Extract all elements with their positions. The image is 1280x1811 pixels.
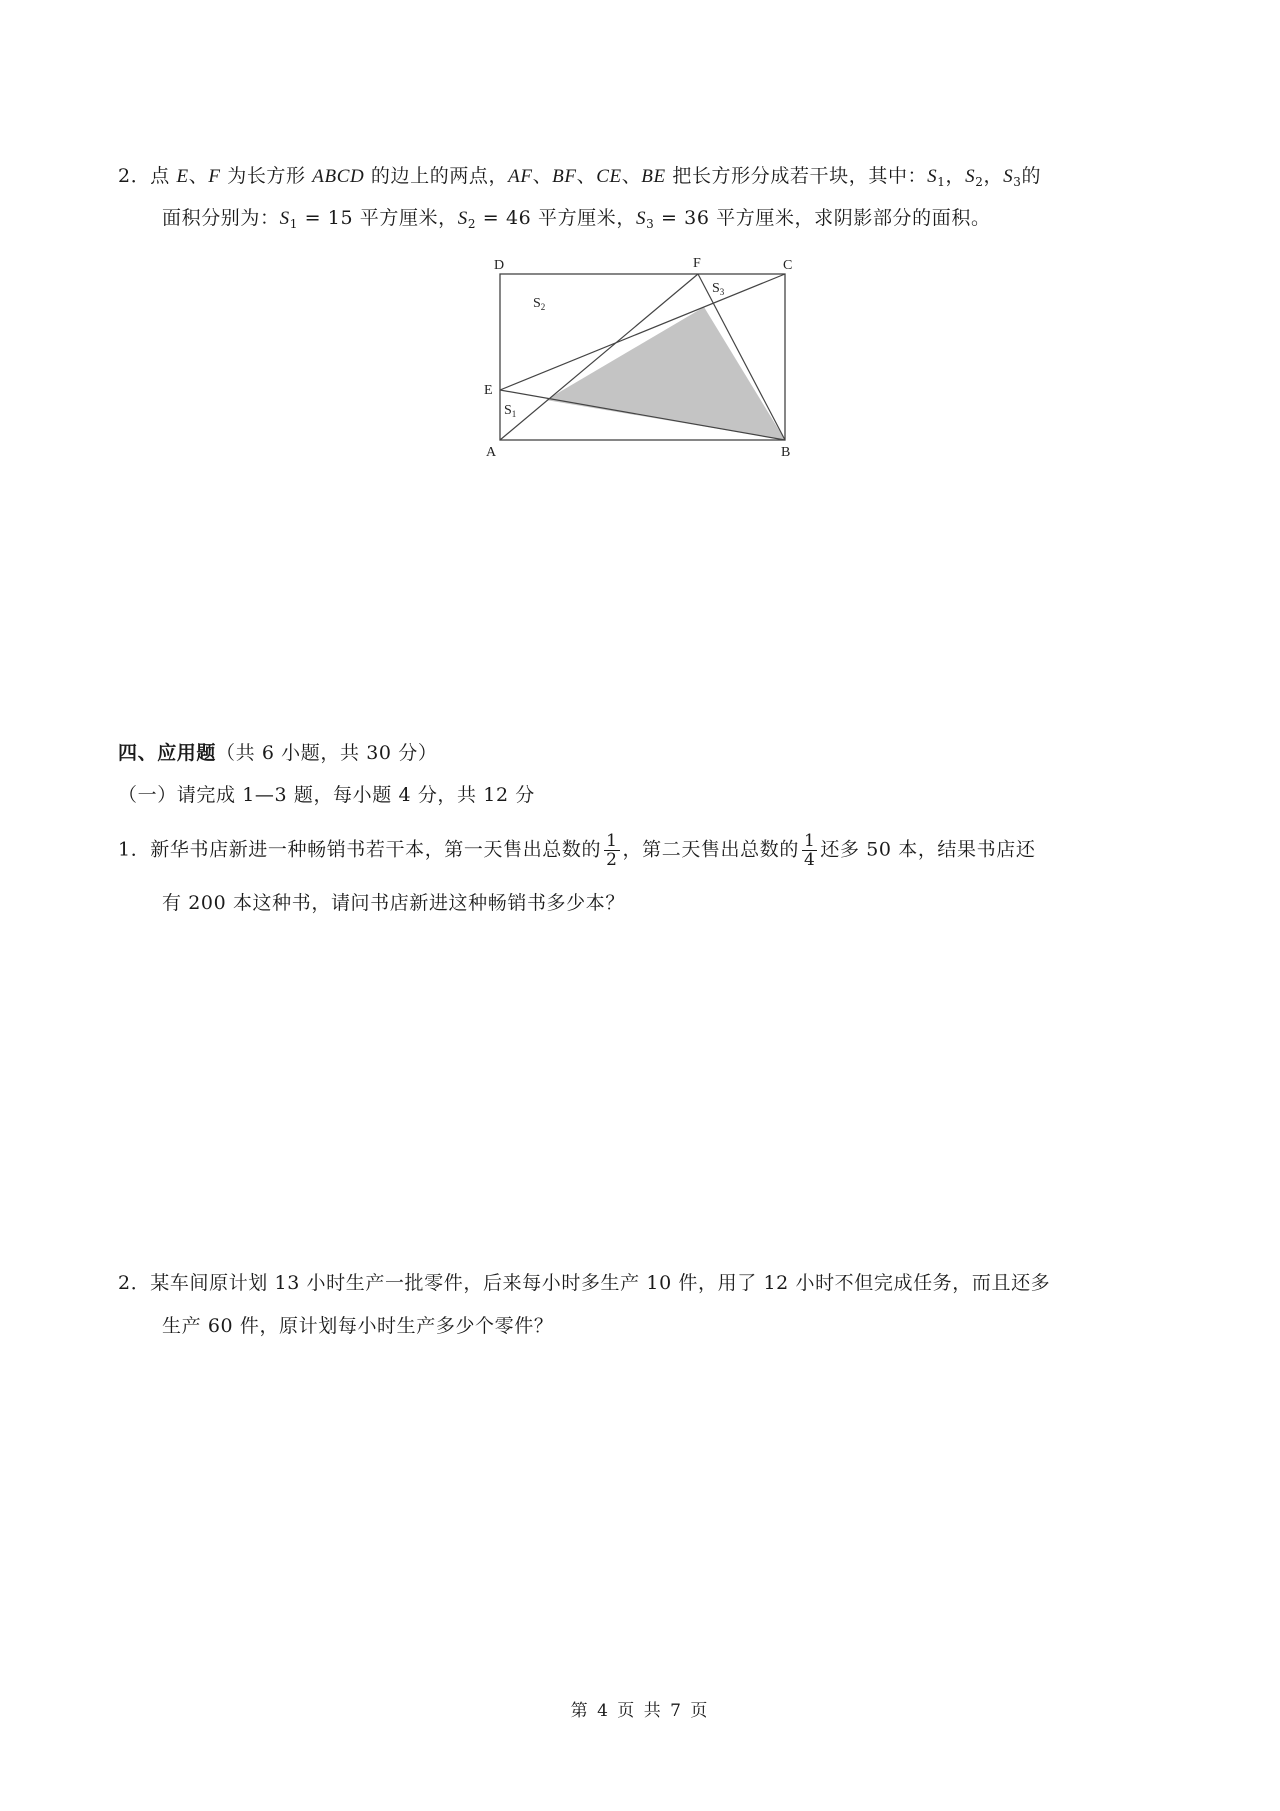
label-b: B <box>781 445 791 460</box>
section-title: 四、应用题 <box>118 742 217 764</box>
question-1-line-1: 1．新华书店新进一种畅销书若干本，第一天售出总数的 $\frac{1}{2}$ ，第二天售出总数的 $\frac{1}{4}$ 还多 50 本，结果书店还 <box>118 831 1036 870</box>
question-2-line-1: 2．某车间原计划 13 小时生产一批零件，后来每小时多生产 10 件，用了 12 小时不但完成任务，而且还多 <box>118 1272 1051 1294</box>
question-number: 1． <box>118 838 151 861</box>
question-2-line-2: 生产 60 件，原计划每小时生产多少个零件？ <box>162 1315 554 1337</box>
region-s2-label: $S_2$ <box>533 296 546 312</box>
label-d: D <box>494 258 505 273</box>
region-s3-label: $S_3$ <box>712 281 725 297</box>
fraction-one-half: $\frac{1}{2}$ <box>606 831 618 870</box>
shaded-region <box>546 307 785 440</box>
label-a: A <box>486 445 497 460</box>
section-heading <box>118 740 437 766</box>
fraction-one-quarter: $\frac{1}{4}$ <box>803 831 816 870</box>
problem-2-line-2: 面积分别为：$S_1 = 15$ 平方厘米，$S_2 = 46$ 平方厘米，$S_3 = 36$ 平方厘米，求阴影部分的面积。 <box>162 207 991 231</box>
section-note: （共 6 小题，共 30 分） <box>216 742 438 764</box>
label-f: F <box>693 256 701 271</box>
rectangle-figure <box>476 252 816 462</box>
question-number: 2． <box>118 1272 151 1294</box>
question-1-line-2: 有 200 本这种书，请问书店新进这种畅销书多少本？ <box>162 892 625 914</box>
label-c: C <box>783 258 793 273</box>
region-s1-label: $S_1$ <box>504 403 517 419</box>
page-footer: 第 4 页 共 7 页 <box>570 1701 710 1721</box>
label-e: E <box>484 383 493 398</box>
problem-2-line-1: 2．点 E、F 为长方形 ABCD 的边上的两点，AF、BF、CE、BE 把长方形分成若干块，其中：$S_1$，$S_2$，$S_3$的 <box>118 165 1042 189</box>
subsection-heading: （一）请完成 1—3 题，每小题 4 分，共 12 分 <box>118 784 535 806</box>
problem-number: 2． <box>118 165 151 187</box>
